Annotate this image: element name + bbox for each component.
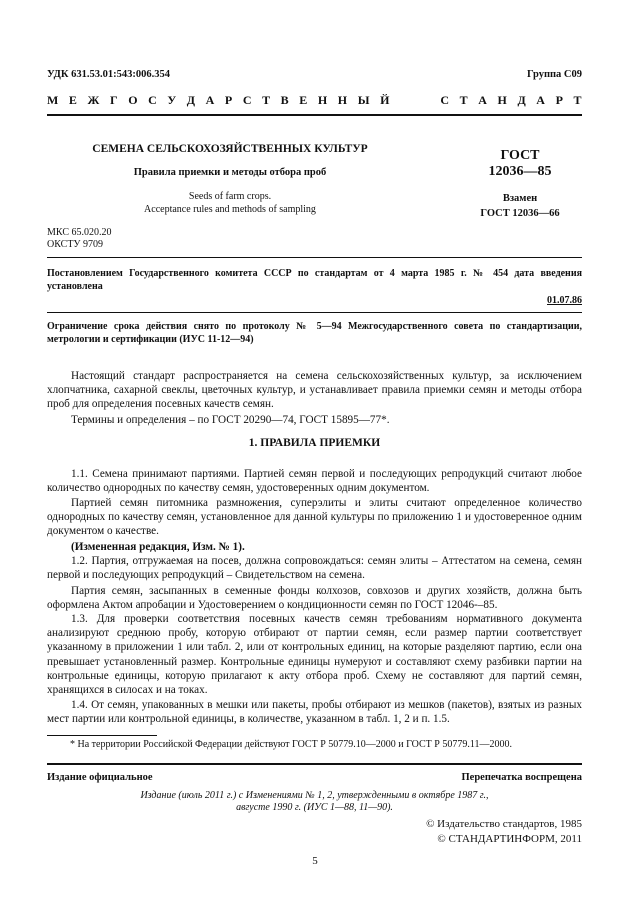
classifier-rule (47, 257, 582, 258)
clause-1-2-funds: Партия семян, засыпанных в семенные фонды колхозов, совхозов и других хозяйств, должна быть оформлена Актом апробации и Удостоверением о кондиционности семян по ГОСТ 12046-–85. (47, 585, 582, 612)
terms-paragraph: Термины и определения – по ГОСТ 20290—74, ГОСТ 15895—77*. (71, 414, 390, 426)
clause-1-4: 1.4. От семян, упакованных в мешки или пакеты, пробы отбирают из мешков (пакетов), взятых из разных мест партии или контрольной единицы, в количестве, указанном в табл. 1, 2 и п. 1.5. (47, 699, 582, 726)
replaces-label: Взамен (502, 193, 538, 204)
replaces-value: ГОСТ 12036—66 (480, 208, 560, 219)
footnote-rule (47, 735, 157, 736)
group-code: Группа С09 (526, 69, 582, 80)
amendment-note: (Измененная редакция, Изм. № 1). (71, 541, 245, 553)
mks-code: МКС 65.020.20 (47, 227, 112, 238)
restriction-note: Ограничение срока действия снято по протоколу № 5—94 Межгосударственного совета по стандартизации, метрологии и сертификации (ИУС 11-12—94) (47, 321, 582, 345)
resolution-rule (47, 312, 582, 313)
document-subtitle: Правила приемки и методы отбора проб (133, 167, 327, 178)
footnote: * На территории Российской Федерации действуют ГОСТ Р 50779.10—2000 и ГОСТ Р 50779.11—2000. (70, 739, 512, 750)
copyright-standartinform: © СТАНДАРТИНФОРМ, 2011 (437, 833, 582, 845)
udk-code: УДК 631.53.01:543:006.354 (47, 69, 170, 80)
header-rule (47, 114, 582, 116)
footer-rule (47, 763, 582, 765)
clause-1-2: 1.2. Партия, отгружаемая на посев, должна сопровождаться: семян элиты – Аттестатом на семена, семян первой и последующих репродукций – Свидетельством на семена. (47, 555, 582, 582)
edition-line-1: Издание (июль 2011 г.) с Изменениями № 1, 2, утвержденными в октябре 1987 г., (140, 790, 489, 801)
gost-number: 12036—85 (488, 164, 552, 179)
section-heading: 1. ПРАВИЛА ПРИЕМКИ (248, 437, 381, 449)
english-title-line2: Acceptance rules and methods of sampling (144, 204, 316, 215)
intro-paragraph: Настоящий стандарт распространяется на семена сельскохозяйственных культур, за исключением хлопчатника, сахарной свеклы, цветочных культур, и устанавливает правила приемки семян и методы отбора проб для определения посевных качеств семян. (47, 370, 582, 411)
edition-line-2: августе 1990 г. (ИУС 1—88, 11—90). (236, 802, 393, 813)
official-edition: Издание официальное (47, 772, 153, 783)
english-title-line1: Seeds of farm crops. (188, 191, 272, 202)
gost-label: ГОСТ (500, 148, 540, 163)
clause-1-3: 1.3. Для проверки соответствия посевных качеств семян требованиям нормативного документа анализируют среднюю пробу, которую отбирают от партии семян, если размер партии соответствует указанному в приложении 1 или табл. 2, или от контрольных единиц, на которые разделяют партию, если она превышает установленный размер. Контрольные единицы нумеруют и составляют схему разбивки партии на контрольные единицы, которую прилагают к акту отбора проб. Схему не составляют для партий семян, хранящихся в силосах и на токах. (47, 613, 582, 697)
okstu-code: ОКСТУ 9709 (47, 239, 104, 250)
clause-1-1-nursery: Партией семян питомника размножения, суперэлиты и элиты считают определенное количество однородных по качеству семян, установленное для данной культуры по приложению 1 и удостоверенное одним документом о качестве. (47, 497, 582, 538)
resolution-text: Постановлением Государственного комитета СССР по стандартам от 4 марта 1985 г. № 454 дата введения установлена (47, 268, 582, 292)
standard-banner: М Е Ж Г О С У Д А Р С Т В Е Н Н Ы Й С Т А Н Д А Р Т (47, 93, 582, 107)
introduction-date: 01.07.86 (547, 295, 582, 306)
page-number: 5 (312, 855, 318, 867)
copyright-publisher: © Издательство стандартов, 1985 (426, 818, 582, 830)
document-title: СЕМЕНА СЕЛЬСКОХОЗЯЙСТВЕННЫХ КУЛЬТУР (92, 143, 368, 155)
clause-1-1: 1.1. Семена принимают партиями. Партией семян первой и последующих репродукций считают любое количество однородных по качеству семян, удостоверенных одним документом. (47, 468, 582, 495)
reprint-prohibited: Перепечатка воспрещена (461, 772, 582, 783)
